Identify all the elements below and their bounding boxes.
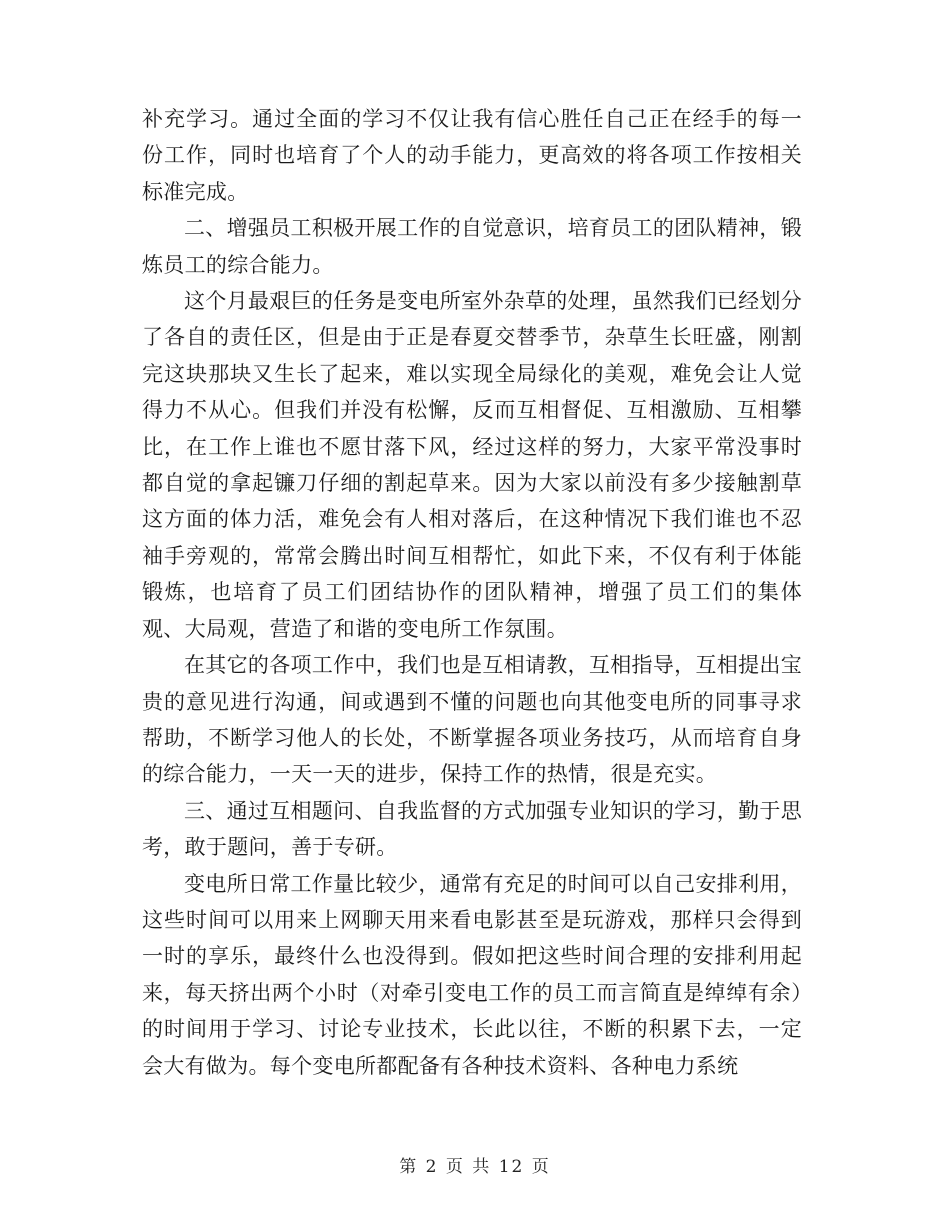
paragraph-weeding-task: 这个月最艰巨的任务是变电所室外杂草的处理，虽然我们已经划分了各自的责任区，但是由于正是春夏交替季节，杂草生长旺盛，刚割完这块那块又生长了起来，难以实现全局绿化的美观，难免会让人觉得力不从心。但我们并没有松懈，反而互相督促、互相激励、互相攀比，在工作上谁也不愿甘落下风，经过这样的努力，大家平常没事时都自觉的拿起镰刀仔细的割起草来。因为大家以前没有多少接触割草这方面的体力活，难免会有人相对落后，在这种情况下我们谁也不忍袖手旁观的，常常会腾出时间互相帮忙，如此下来，不仅有利于体能锻炼，也培育了员工们团结协作的团队精神，增强了员工们的集体观、大局观，营造了和谐的变电所工作氛围。 [142,289,802,641]
paragraph-continuation: 补充学习。通过全面的学习不仅让我有信心胜任自己正在经手的每一份工作，同时也培育了个人的动手能力，更高效的将各项工作按相关标准完成。 [142,107,802,204]
section-heading-three: 三、通过互相题问、自我监督的方式加强专业知识的学习，勤于思考，敢于题问，善于专研。 [142,798,802,860]
document-body [142,101,802,1084]
paragraph-study-time: 变电所日常工作量比较少，通常有充足的时间可以自己安排利用，这些时间可以用来上网聊天用来看电影甚至是玩游戏，那样只会得到一时的享乐，最终什么也没得到。假如把这些时间合理的安排利用起来，每天挤出两个小时（对牵引变电工作的员工而言简直是绰绰有余）的时间用于学习、讨论专业技术，长此以往，不断的积累下去，一定会大有做为。每个变电所都配备有各种技术资料、各种电力系统 [142,871,802,1078]
section-heading-two: 二、增强员工积极开展工作的自觉意识，培育员工的团队精神，锻炼员工的综合能力。 [142,216,802,277]
page-number-footer: 第 2 页 共 12 页 [399,1157,551,1177]
paragraph-mutual-help: 在其它的各项工作中，我们也是互相请教，互相指导，互相提出宝贵的意见进行沟通，间或遇到不懂的问题也向其他变电所的同事寻求帮助，不断学习他人的长处，不断掌握各项业务技巧，从而培育自身的综合能力，一天一天的进步，保持工作的热情，很是充实。 [142,653,802,787]
